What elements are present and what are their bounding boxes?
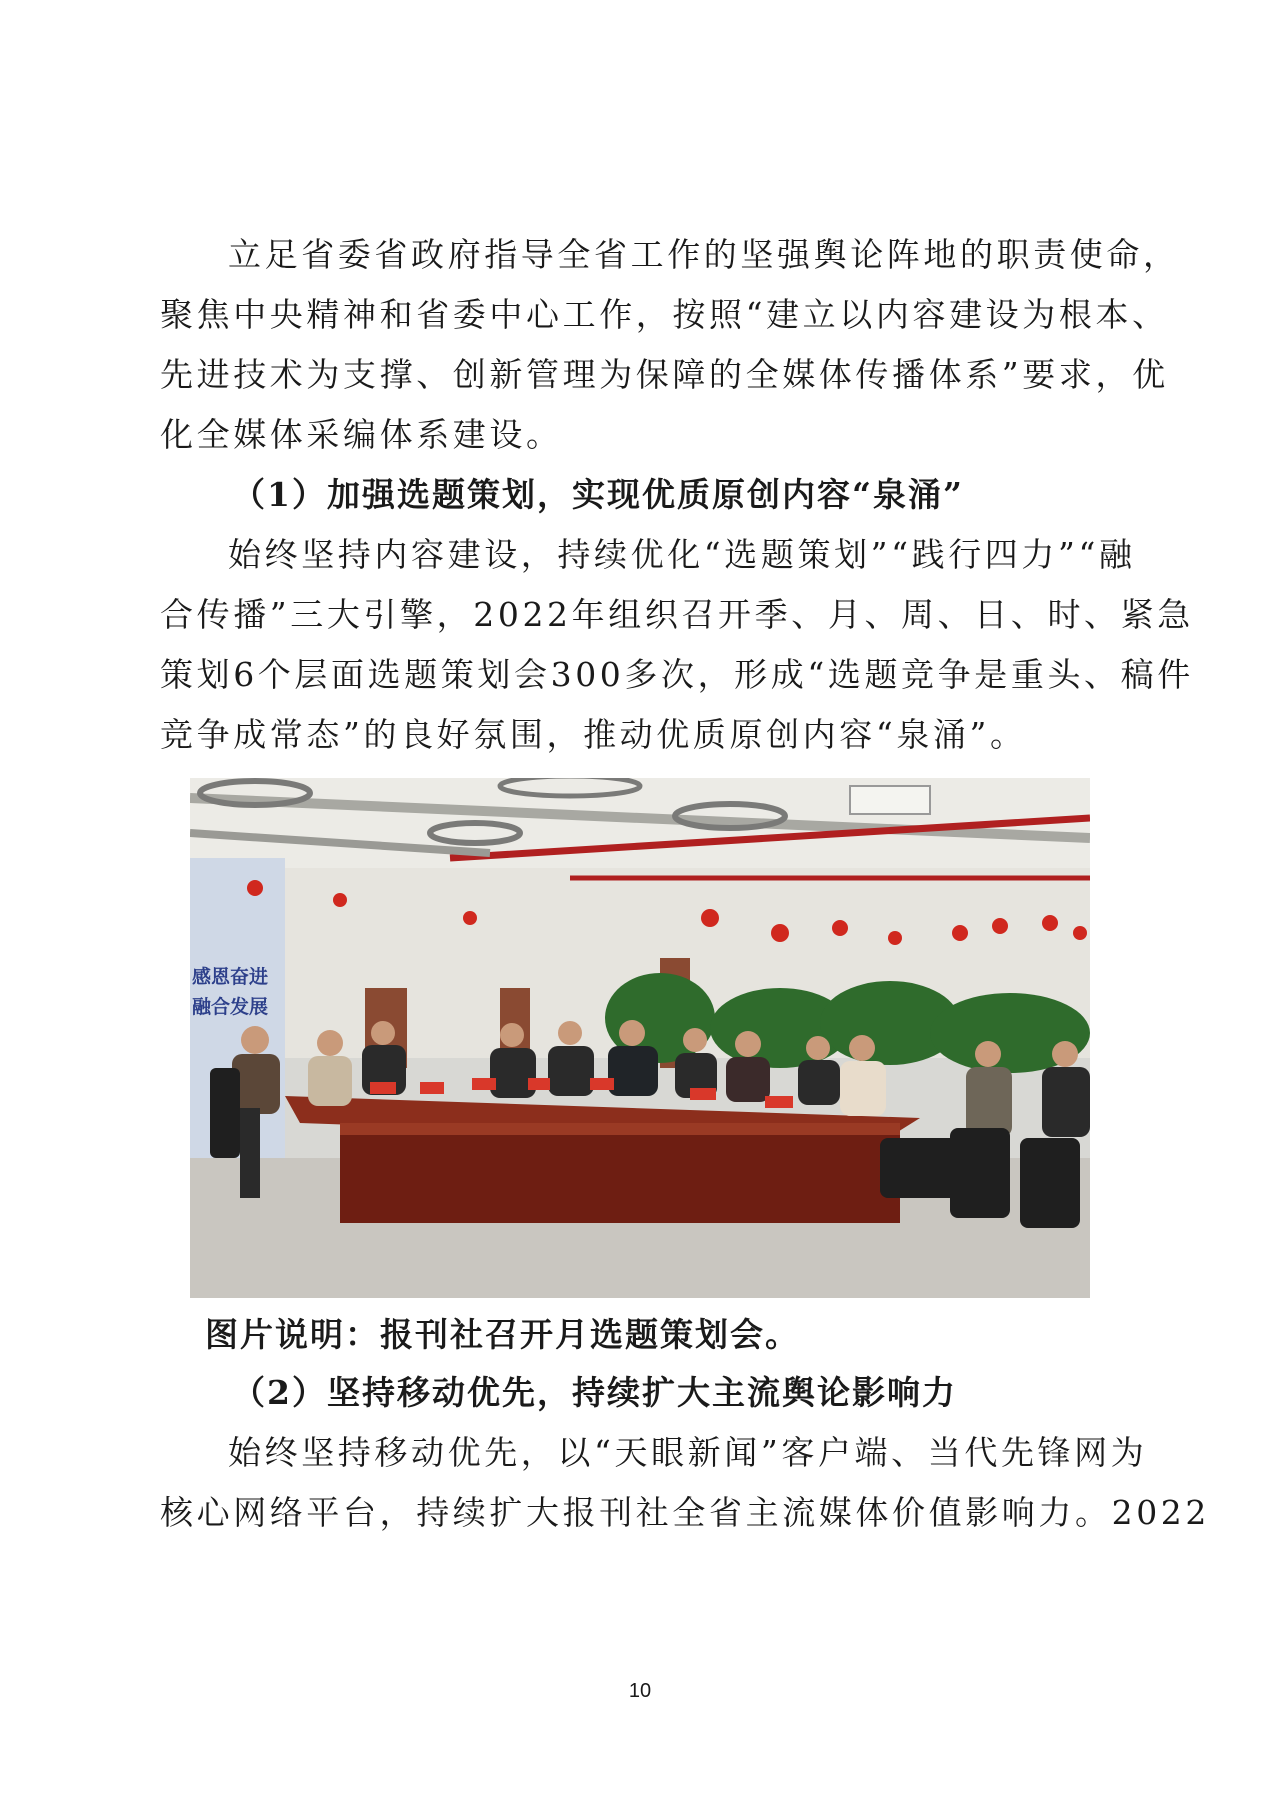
paragraph-line: 立足省委省政府指导全省工作的坚强舆论阵地的职责使命， <box>228 235 1180 274</box>
photo-caption: 图片说明：报刊社召开月选题策划会。 <box>205 1315 800 1354</box>
paragraph-line: 竞争成常态”的良好氛围，推动优质原创内容“泉涌”。 <box>160 715 1027 754</box>
wall-slogan-1: 感恩奋进 <box>192 966 269 988</box>
paragraph-line: 始终坚持移动优先，以“天眼新闻”客户端、当代先锋网为 <box>228 1433 1148 1472</box>
paragraph-line: 合传播”三大引擎，2022年组织召开季、月、周、日、时、紧急 <box>160 595 1194 634</box>
paragraph-line: 策划6个层面选题策划会300多次，形成“选题竞争是重头、稿件 <box>160 655 1194 694</box>
paragraph-line: 核心网络平台，持续扩大报刊社全省主流媒体价值影响力。2022 <box>160 1493 1210 1532</box>
paragraph-line: 聚焦中央精神和省委中心工作，按照“建立以内容建设为根本、 <box>160 295 1169 334</box>
paragraph-line: 先进技术为支撑、创新管理为保障的全媒体传播体系”要求，优 <box>160 355 1169 394</box>
paragraph-line: 化全媒体采编体系建设。 <box>160 415 563 454</box>
section-heading: （1）加强选题策划，实现优质原创内容“泉涌” <box>232 475 964 514</box>
meeting-photo <box>190 778 1090 1298</box>
paragraph-line: 始终坚持内容建设，持续优化“选题策划”“践行四力”“融 <box>228 535 1136 574</box>
section-heading: （2）坚持移动优先，持续扩大主流舆论影响力 <box>232 1373 957 1412</box>
page-number: 10 <box>628 1680 652 1702</box>
wall-slogan-2: 融合发展 <box>192 996 269 1018</box>
